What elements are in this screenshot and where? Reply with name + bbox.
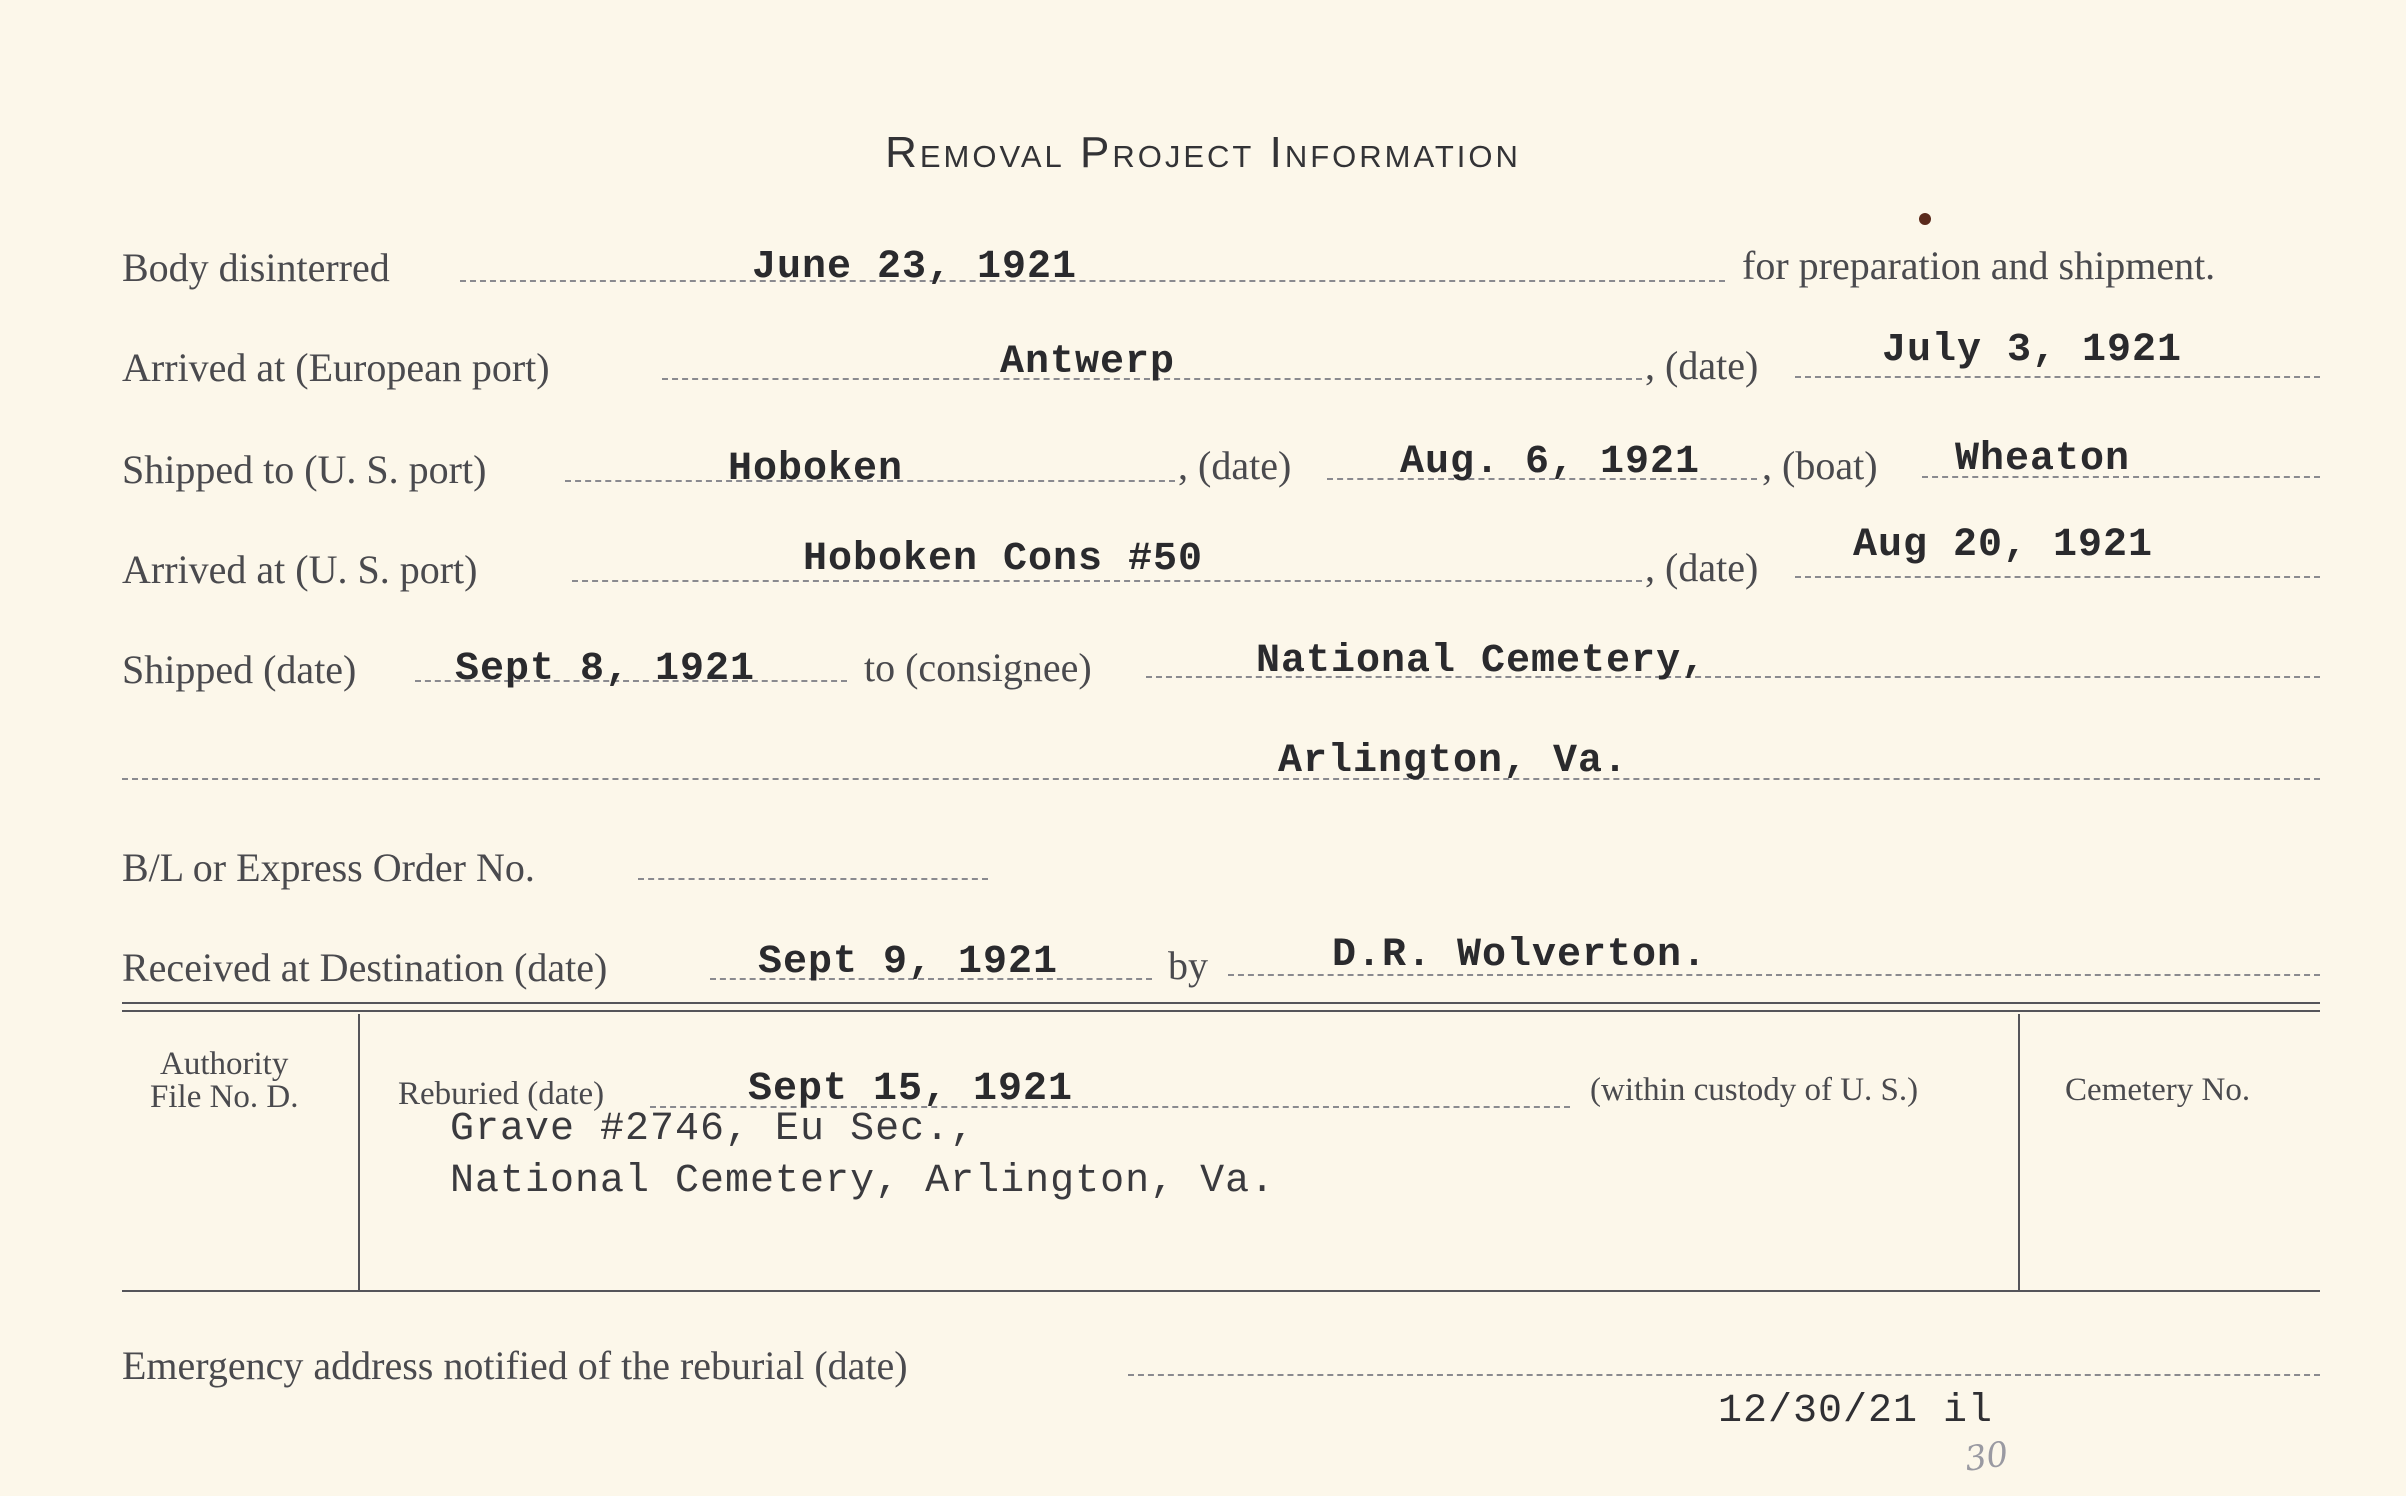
consignee-label: to (consignee) [864,645,1092,690]
arrived-european-date-label: , (date) [1645,343,1759,388]
box-top-rule-2 [122,1010,2320,1012]
shipped-us-date-label: , (date) [1178,443,1292,488]
received-by-label: by [1168,943,1208,988]
cemetery-no-label: Cemetery No. [2065,1072,2251,1108]
arrived-us-date-label: , (date) [1645,545,1759,590]
grave-line-2: National Cemetery, Arlington, Va. [450,1159,1276,1204]
box-divider-right [2018,1014,2020,1290]
shipped-date-value: Sept 8, 1921 [455,647,756,692]
shipped-us-label: Shipped to (U. S. port) [122,447,487,492]
reburied-date: Sept 15, 1921 [748,1067,1074,1112]
arrived-us-date: Aug 20, 1921 [1853,523,2154,568]
custody-note: (within custody of U. S.) [1590,1072,1919,1108]
bl-order-line [638,878,988,880]
ink-spot [1919,213,1931,225]
bl-order-label: B/L or Express Order No. [122,845,535,890]
shipped-date-label: Shipped (date) [122,647,357,692]
authority-label-line1: Authority [160,1046,289,1082]
arrived-european-date: July 3, 1921 [1882,328,2183,373]
emergency-line [1128,1374,2320,1376]
arrived-european-date-line [1795,376,2320,378]
shipped-us-value: Hoboken [728,447,904,492]
arrived-us-date-line [1795,576,2320,578]
authority-label-line2: File No. D. [150,1079,299,1115]
body-disinterred-suffix: for preparation and shipment. [1742,243,2216,288]
box-bottom-rule [122,1290,2320,1292]
shipped-us-boat-label: , (boat) [1762,443,1878,488]
footer-stamp: 12/30/21 il [1718,1389,1994,1434]
received-by: D.R. Wolverton. [1332,933,1708,978]
body-disinterred-value: June 23, 1921 [752,245,1078,290]
arrived-us-label: Arrived at (U. S. port) [122,547,478,592]
grave-line-1: Grave #2746, Eu Sec., [450,1107,976,1152]
page-title: Removal Project Information [885,128,1521,177]
box-top-rule-1 [122,1002,2320,1004]
box-divider-left [358,1014,360,1290]
arrived-european-value: Antwerp [1000,340,1176,385]
shipped-us-boat: Wheaton [1955,437,2131,482]
pencil-mark: 30 [1962,1434,2011,1480]
arrived-us-value: Hoboken Cons #50 [803,537,1204,582]
shipped-us-date: Aug. 6, 1921 [1400,440,1701,485]
arrived-european-label: Arrived at (European port) [122,345,550,390]
received-date: Sept 9, 1921 [758,940,1059,985]
received-label: Received at Destination (date) [122,945,608,990]
body-disinterred-label: Body disinterred [122,245,390,290]
consignee-value-line2: Arlington, Va. [1278,739,1629,784]
body-disinterred-line [460,280,1725,282]
consignee-value: National Cemetery, [1256,639,1707,684]
reburied-label: Reburied (date) [398,1076,605,1112]
consignee-line-2 [122,778,2320,780]
emergency-label: Emergency address notified of the reburial (date) [122,1343,908,1388]
